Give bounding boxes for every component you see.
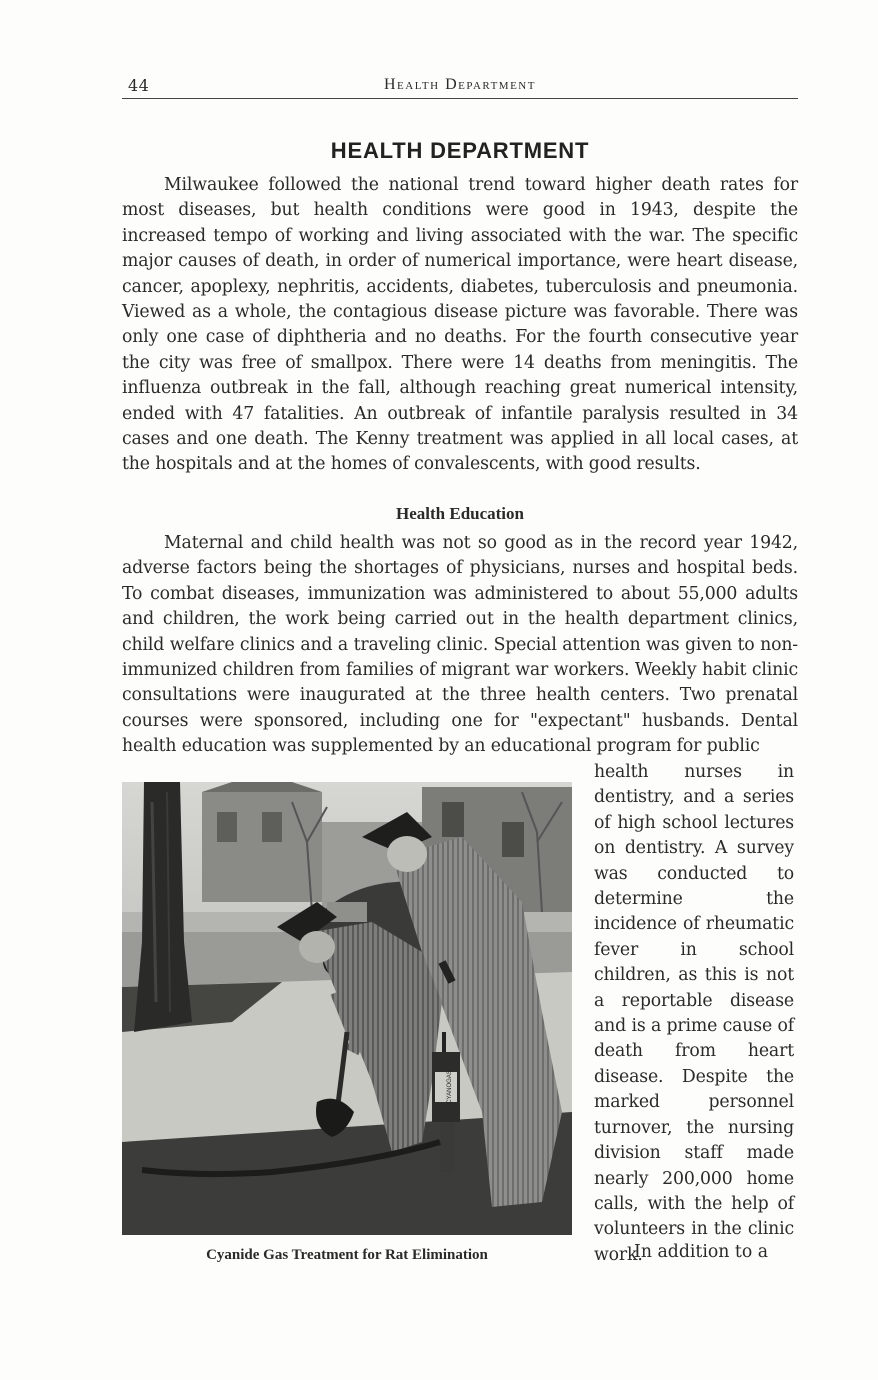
photo-rat-elimination [122,782,572,1235]
page-number: 44 [128,76,150,95]
intro-paragraph: Milwaukee followed the national trend toward higher death rates for most diseases, but health conditions were good in 1943, despite the increased tempo of working and living associated with the war. The specific major causes of death, in order of numerical importance, were heart disease, cancer, apoplexy, nephritis, accidents, diabetes, tuberculosis and pneumonia. Viewed as a whole, the contagious disease picture was favorable. There was only one case of diphtheria and no deaths. For the fourth consecutive year the city was free of smallpox. There were 14 deaths from meningitis. The influenza outbreak in the fall, although reaching great numerical intensity, ended with 47 fatalities. An outbreak of infantile paralysis resulted in 34 cases and one death. The Kenny treatment was applied in all local cases, at the hospitals and at the homes of convalescents, with good results. [122,175,798,475]
running-header [122,76,798,99]
running-title: Health Department [384,76,536,93]
photo-caption: Cyanide Gas Treatment for Rat Elimination [206,1247,488,1263]
side-column-text: health nurses in dentistry, and a series of high school lectures on dentistry. A survey was conducted to determine the incidence of rheumatic fever in school children, as this is not a reportable disease and is a prime cause of death from heart disease. Despite the marked personnel turnover, the nursing division staff made nearly 200,000 home calls, with the help of volunteers in the clinic work. [594,762,794,1265]
photo-illustration [122,782,572,1235]
section-heading: HEALTH DEPARTMENT [330,138,590,163]
canister-label: CYANOGAS [447,1070,453,1104]
subheading-health-education: Health Education [396,504,524,523]
health-education-paragraph: Maternal and child health was not so good as in the record year 1942, adverse factors being the shortages of physicians, nurses and hospital beds. To combat diseases, immunization was administered to about 55,000 adults and children, the work being carried out in the health department clinics, child welfare clinics and a traveling clinic. Special attention was given to non-immunized children from families of migrant war workers. Weekly habit clinic consultations were inaugurated at the three health centers. Two prenatal courses were sponsored, including one for "expectant" husbands. Dental health education was supplemented by an educational program for public [122,533,798,757]
side-column-continued: In addition to a [634,1242,769,1262]
